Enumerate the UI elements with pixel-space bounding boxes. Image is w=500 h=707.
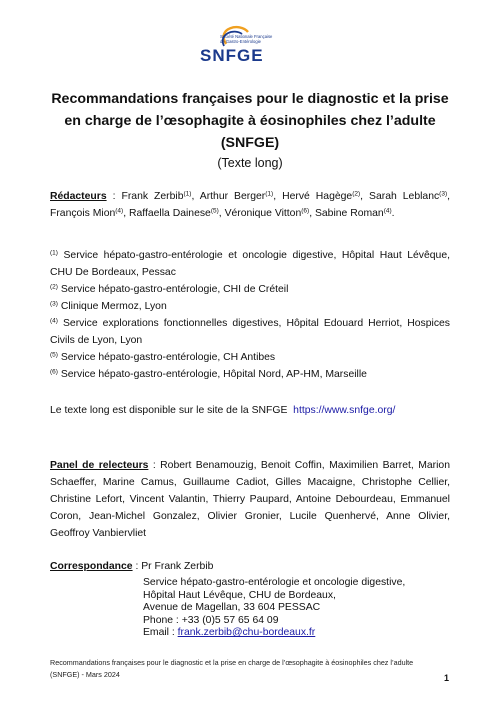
author-ref: (4) (383, 207, 392, 215)
author-ref: (4) (115, 207, 124, 215)
author-sep: , (191, 191, 200, 202)
author-name: Raffaella Dainese (129, 208, 211, 219)
affiliation-item (50, 315, 450, 332)
texte-long-notice (50, 402, 450, 419)
texte-long-line (50, 402, 450, 419)
author-ref: (1) (183, 190, 192, 198)
author-sep: . (391, 208, 395, 219)
author-ref: (1) (265, 190, 274, 198)
affiliation-item: Civils de Lyon, Lyon (50, 335, 143, 346)
panel-line: Geoffroy Vanbiervliet (50, 528, 147, 539)
affiliation-item (50, 247, 450, 264)
author-name: Hervé Hagège (282, 191, 353, 202)
author-name: Sabine Roman (314, 208, 384, 219)
author-ref: (3) (439, 190, 448, 198)
affiliations-list (50, 247, 450, 383)
panel-line (50, 457, 450, 474)
affiliation-text: Service hépato-gastro-entérologie, CHI de Créteil (60, 284, 289, 295)
email-label: Email : (143, 627, 178, 638)
affiliation-ref: (3) (50, 300, 58, 308)
affiliation-text: Service hépato-gastro-entérologie, CH Antibes (60, 352, 276, 363)
author-name: Sarah Leblanc (369, 191, 440, 202)
correspondance-section (50, 558, 450, 575)
logo-tagline (220, 34, 276, 44)
affiliation-ref: (2) (50, 283, 58, 291)
panel-relecteurs-section (50, 457, 450, 542)
snfge-website-link[interactable]: https://www.snfge.org/ (293, 405, 396, 416)
author-name: François Mion (50, 208, 116, 219)
affiliation-item (50, 349, 450, 366)
redacteurs-line (50, 205, 450, 222)
title-line: en charge de l’œsophagite à éosinophiles chez l’adulte (64, 113, 436, 129)
address-line: Service hépato-gastro-entérologie et oncologie digestive, (143, 577, 406, 588)
email-line (143, 627, 443, 640)
panel-text: : Robert Benamouzig, Benoit Coffin, Maximilien Barret, Marion (148, 460, 450, 471)
author-ref: (5) (210, 207, 219, 215)
author-name: Véronique Vitton (224, 208, 302, 219)
title-line: (SNFGE) (220, 135, 280, 151)
redacteurs-label: Rédacteurs (50, 191, 107, 202)
page-footer (50, 657, 450, 681)
panel-line: Christine Lefort, Vincent Valantin, Thierry Paupard, Antoine Debourdeau, Emmanuel (50, 494, 450, 505)
panel-line: Coron, Jean-Michel Gonzalez, Olivier Gronier, Lucile Quenhervé, Anne Olivier, (50, 511, 450, 522)
document-subtitle: (Texte long) (217, 156, 283, 170)
affiliation-text: Service hépato-gastro-entérologie, Hôpital Nord, AP-HM, Marseille (60, 369, 367, 380)
affiliation-text: Service hépato-gastro-entérologie et oncologie digestive, Hôpital Haut Lévêque, (63, 250, 450, 261)
affiliation-item: CHU De Bordeaux, Pessac (50, 267, 176, 278)
address-line: Avenue de Magellan, 33 604 PESSAC (143, 602, 321, 613)
email-link[interactable]: frank.zerbib@chu-bordeaux.fr (177, 627, 316, 638)
author-ref: (6) (301, 207, 310, 215)
texte-long-text: Le texte long est disponible sur le site de la SNFGE (50, 405, 288, 416)
panel-label: Panel de relecteurs (50, 460, 149, 471)
affiliation-item (50, 298, 450, 315)
affiliation-item (50, 366, 450, 383)
logo-wordmark: SNFGE (200, 46, 264, 65)
author-sep: , (447, 191, 451, 202)
document-title (40, 88, 460, 154)
logo-tagline-line: Société Nationale Française (220, 34, 273, 39)
author-name: Arthur Berger (199, 191, 266, 202)
logo-tagline-line: de Gastro-Entérologie (220, 39, 261, 44)
phone-line: Phone : +33 (0)5 57 65 64 09 (143, 614, 279, 626)
footer-line: Recommandations françaises pour le diagnostic et la prise en charge de l’œsophagite à éosinophiles chez l’adulte (50, 658, 414, 667)
affiliation-item (50, 281, 450, 298)
affiliation-ref: (4) (50, 317, 58, 325)
redacteurs-line (50, 188, 450, 205)
author-ref: (2) (352, 190, 361, 198)
page-number: 1 (444, 673, 450, 683)
footer-line: (SNFGE) - Mars 2024 (50, 670, 120, 679)
correspondance-line (50, 558, 450, 575)
affiliation-text: Clinique Mermoz, Lyon (60, 301, 167, 312)
author-sep: , (360, 191, 370, 202)
author-sep: , (123, 208, 129, 219)
author-sep: , (218, 208, 225, 219)
correspondance-label: Correspondance (50, 561, 133, 572)
affiliation-ref: (1) (50, 249, 58, 257)
panel-line: Schaeffer, Marine Camus, Guillaume Cadiot, Gilles Macaigne, Christophe Cellier, (50, 477, 450, 488)
redacteurs-sep: : (106, 191, 122, 202)
author-name: Frank Zerbib (121, 191, 184, 202)
redacteurs-section (50, 188, 450, 222)
author-sep: , (309, 208, 315, 219)
affiliation-text: Service explorations fonctionnelles digestives, Hôpital Edouard Herriot, Hospices (63, 318, 450, 329)
author-sep: , (273, 191, 283, 202)
address-line: Hôpital Haut Lévêque, CHU de Bordeaux, (143, 589, 336, 601)
title-line: Recommandations françaises pour le diagnostic et la prise (51, 91, 449, 107)
affiliation-ref: (6) (50, 368, 58, 376)
correspondance-name: : Pr Frank Zerbib (132, 561, 214, 572)
affiliation-ref: (5) (50, 351, 58, 359)
correspondance-address (143, 577, 443, 640)
